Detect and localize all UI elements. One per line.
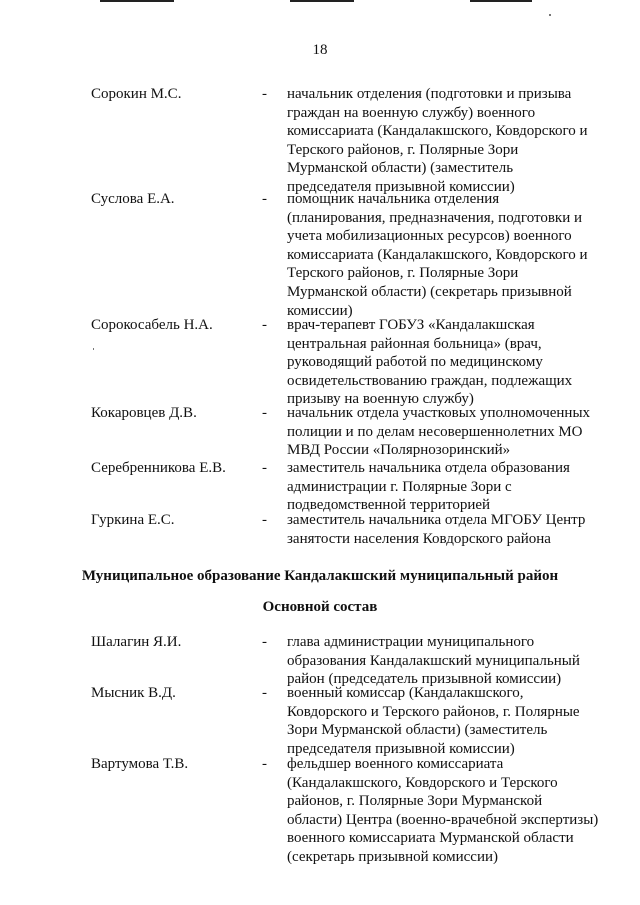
dash-separator: - xyxy=(262,756,267,772)
role-line: подведомственной территорией xyxy=(287,497,491,514)
top-rule xyxy=(290,0,354,2)
top-rule xyxy=(470,0,532,2)
role-line: заместитель начальника отдела МГОБУ Центр xyxy=(287,512,586,528)
role-line: комиссариата (Кандалакшского, Ковдорского и xyxy=(287,123,588,140)
role-line: Терского районов, г. Полярные Зори xyxy=(287,265,519,282)
role-line: Зори Мурманской области) (заместитель xyxy=(287,722,548,739)
dash-separator: - xyxy=(262,86,267,102)
role-line: руководящий работой по медицинскому xyxy=(287,354,543,371)
dash-separator: - xyxy=(262,191,267,207)
member-name: Сорокин М.С. xyxy=(91,86,182,102)
role-line: комиссариата (Кандалакшского, Ковдорского и xyxy=(287,246,588,263)
role-line: районов, г. Полярные Зори Мурманской xyxy=(287,793,543,810)
member-role xyxy=(287,85,613,197)
dash-separator: - xyxy=(262,405,267,421)
role-line: военного комиссариата Мурманской области xyxy=(287,830,574,847)
page-number: 18 xyxy=(312,42,328,58)
role-line: призыву на военную службу) xyxy=(287,391,474,408)
role-line: занятости населения Ковдорского района xyxy=(287,530,551,547)
role-line: Мурманской области) (секретарь призывной xyxy=(287,283,572,300)
role-line: заместитель начальника отдела образования xyxy=(287,460,570,476)
role-line: начальник отдела участковых уполномоченных xyxy=(287,405,591,421)
member-name: Гуркина Е.С. xyxy=(91,512,175,528)
role-line: администрации г. Полярные Зори с xyxy=(287,478,512,495)
role-line: комиссии) xyxy=(287,302,353,319)
top-rule xyxy=(100,0,174,2)
scan-mark xyxy=(93,348,94,350)
member-role xyxy=(287,316,613,409)
role-line: Ковдорского и Терского районов, г. Полярные xyxy=(287,703,580,720)
dash-separator: - xyxy=(262,685,267,701)
role-line: военный комиссар (Кандалакшского, xyxy=(287,685,524,701)
member-name: Серебренникова Е.В. xyxy=(91,460,226,476)
role-line: МВД России «Полярнозоринский» xyxy=(287,442,511,459)
member-role xyxy=(287,404,613,460)
role-line: (Кандалакшского, Ковдорского и Терского xyxy=(287,774,558,791)
role-line: председателя призывной комиссии) xyxy=(287,740,515,757)
composition-heading: Основной состав xyxy=(262,599,378,615)
member-role xyxy=(287,459,613,515)
dash-separator: - xyxy=(262,460,267,476)
member-name: Сорокосабель Н.А. xyxy=(91,317,213,333)
district-heading: Муниципальное образование Кандалакшский муниципальный район xyxy=(81,568,559,584)
role-line: район (председатель призывной комиссии) xyxy=(287,671,562,688)
role-line: граждан на военную службу) военного xyxy=(287,104,536,121)
role-line: (планирования, предназначения, подготовки и xyxy=(287,209,583,226)
role-line: глава администрации муниципального xyxy=(287,634,535,650)
role-line: Мурманской области) (заместитель xyxy=(287,160,514,177)
dash-separator: - xyxy=(262,634,267,650)
role-line: области) Центра (военно-врачебной экспертизы) xyxy=(287,811,599,828)
member-name: Шалагин Я.И. xyxy=(91,634,182,650)
role-line: учета мобилизационных ресурсов) военного xyxy=(287,228,572,245)
member-name: Вартумова Т.В. xyxy=(91,756,189,772)
member-role xyxy=(287,755,613,867)
member-name: Кокаровцев Д.В. xyxy=(91,405,197,421)
role-line: председателя призывной комиссии) xyxy=(287,178,515,195)
scan-mark xyxy=(549,14,551,16)
role-line: фельдшер военного комиссариата xyxy=(287,756,504,772)
dash-separator: - xyxy=(262,512,267,528)
dash-separator: - xyxy=(262,317,267,333)
role-line: освидетельствованию граждан, подлежащих xyxy=(287,372,573,389)
role-line: образования Кандалакшский муниципальный xyxy=(287,652,580,669)
role-line: врач-терапевт ГОБУЗ «Кандалакшская xyxy=(287,317,535,333)
role-line: помощник начальника отделения xyxy=(287,191,500,207)
member-name: Суслова Е.А. xyxy=(91,191,175,207)
member-role xyxy=(287,511,613,548)
role-line: центральная районная больница» (врач, xyxy=(287,335,542,352)
role-line: (секретарь призывной комиссии) xyxy=(287,848,498,865)
member-role xyxy=(287,684,613,758)
role-line: Терского районов, г. Полярные Зори xyxy=(287,141,519,158)
member-role xyxy=(287,633,613,689)
role-line: полиции и по делам несовершеннолетних МО xyxy=(287,423,583,440)
member-name: Мысник В.Д. xyxy=(91,685,176,701)
role-line: начальник отделения (подготовки и призыва xyxy=(287,86,572,102)
member-role xyxy=(287,190,613,320)
